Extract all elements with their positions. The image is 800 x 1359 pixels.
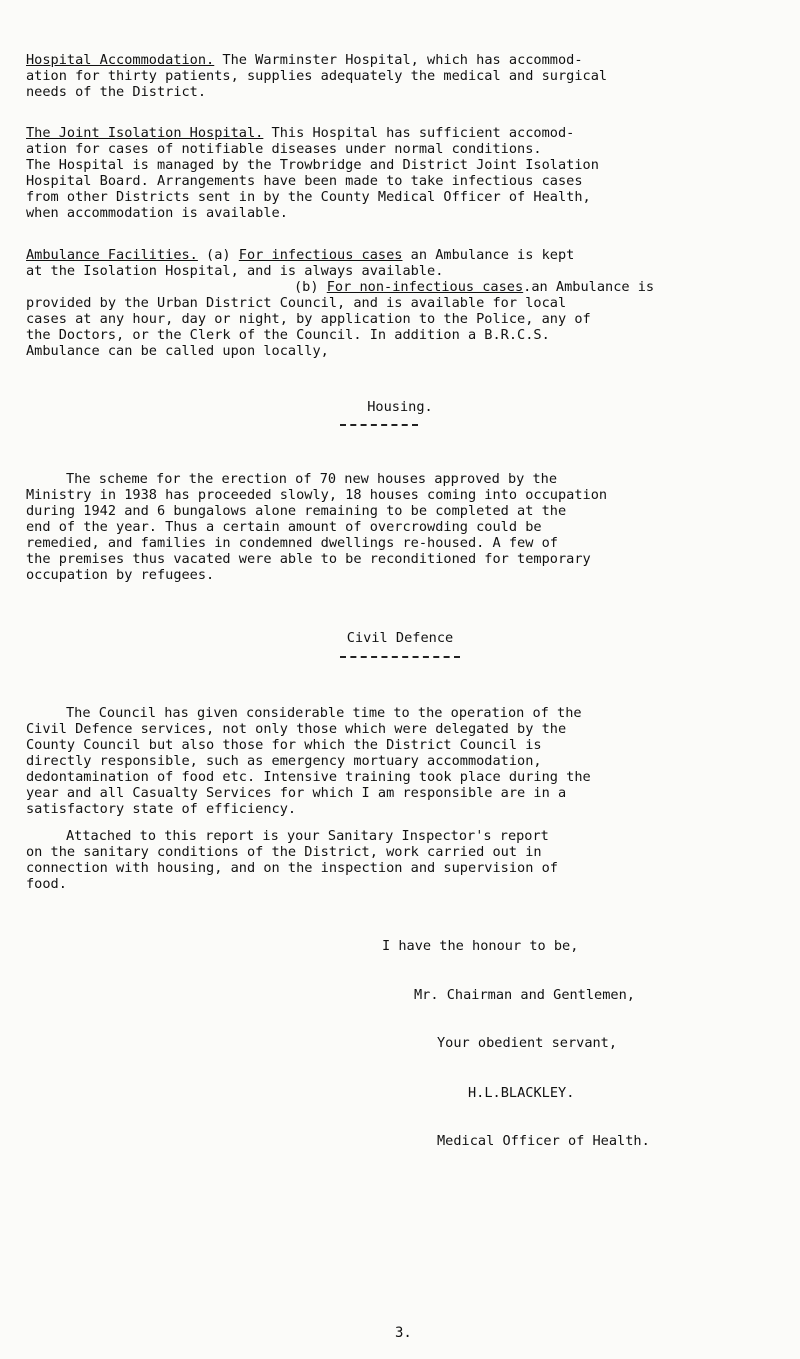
- attached-report-paragraph: [26, 828, 786, 892]
- paragraph-line: [26, 247, 786, 263]
- paragraph-line: The scheme for the erection of 70 new houses approved by the: [66, 471, 558, 487]
- paragraph-line: Civil Defence services, not only those which were delegated by the: [26, 721, 567, 737]
- housing-paragraph: [26, 471, 786, 583]
- paragraph-line: directly responsible, such as emergency mortuary accommodation,: [26, 753, 542, 769]
- paragraph-line: provided by the Urban District Council, and is available for local: [26, 295, 567, 311]
- closing-address: Mr. Chairman and Gentlemen,: [414, 987, 635, 1003]
- section-heading-hospital: Hospital Accommodation.: [26, 52, 215, 68]
- paragraph-line: ation for cases of notifiable diseases under normal conditions.: [26, 141, 542, 157]
- page-number: 3.: [395, 1325, 412, 1341]
- item-label-b: (b): [294, 279, 327, 295]
- signature-title: Medical Officer of Health.: [437, 1133, 650, 1149]
- text-line: The Warminster Hospital, which has accommod-: [214, 52, 583, 68]
- paragraph-line: satisfactory state of efficiency.: [26, 801, 297, 817]
- section-heading-ambulance: Ambulance Facilities.: [26, 247, 198, 263]
- paragraph-line: The Hospital is managed by the Trowbridge and District Joint Isolation: [26, 157, 599, 173]
- signature-name: H.L.BLACKLEY.: [468, 1085, 575, 1101]
- paragraph-line: occupation by refugees.: [26, 567, 215, 583]
- paragraph-line: the Doctors, or the Clerk of the Council. In addition a B.R.C.S.: [26, 327, 550, 343]
- text-line: This Hospital has sufficient accomod-: [263, 125, 575, 141]
- paragraph-line: dedontamination of food etc. Intensive training took place during the: [26, 769, 591, 785]
- paragraph-line: ation for thirty patients, supplies adequately the medical and surgical: [26, 68, 608, 84]
- paragraph-line: Hospital Board. Arrangements have been made to take infectious cases: [26, 173, 583, 189]
- paragraph-line: food.: [26, 876, 67, 892]
- text-line: .an Ambulance is: [523, 279, 655, 295]
- paragraph-line: [26, 52, 786, 68]
- paragraph-line: from other Districts sent in by the County Medical Officer of Health,: [26, 189, 591, 205]
- paragraph-line: County Council but also those for which the District Council is: [26, 737, 542, 753]
- paragraph-line: Attached to this report is your Sanitary Inspector's report: [66, 828, 549, 844]
- paragraph-line: The Council has given considerable time to the operation of the: [66, 705, 582, 721]
- paragraph-line: connection with housing, and on the inspection and supervision of: [26, 860, 558, 876]
- closing-servant: Your obedient servant,: [437, 1035, 618, 1051]
- paragraph-line: [26, 279, 786, 295]
- housing-title: Housing.: [367, 399, 433, 415]
- text-line: an Ambulance is kept: [402, 247, 575, 263]
- isolation-hospital-paragraph: [26, 125, 786, 221]
- paragraph-line: when accommodation is available.: [26, 205, 288, 221]
- paragraph-line: end of the year. Thus a certain amount of overcrowding could be: [26, 519, 542, 535]
- paragraph-line: Ministry in 1938 has proceeded slowly, 18 houses coming into occupation: [26, 487, 608, 503]
- subheading-infectious: For infectious cases: [238, 247, 403, 263]
- subheading-non-infectious: For non-infectious cases: [326, 279, 524, 295]
- paragraph-line: at the Isolation Hospital, and is always available.: [26, 263, 444, 279]
- ambulance-facilities-paragraph: [26, 247, 786, 359]
- paragraph-line: on the sanitary conditions of the District, work carried out in: [26, 844, 542, 860]
- paragraph-line: [26, 125, 786, 141]
- paragraph-line: year and all Casualty Services for which I am responsible are in a: [26, 785, 567, 801]
- paragraph-line: the premises thus vacated were able to be reconditioned for temporary: [26, 551, 591, 567]
- hospital-accommodation-paragraph: [26, 52, 786, 100]
- civil-defence-title-rule: [340, 656, 460, 658]
- housing-title-rule: [340, 424, 418, 426]
- item-label-a: (a): [197, 247, 239, 263]
- paragraph-line: needs of the District.: [26, 84, 207, 100]
- paragraph-line: Ambulance can be called upon locally,: [26, 343, 329, 359]
- paragraph-line: during 1942 and 6 bungalows alone remaining to be completed at the: [26, 503, 567, 519]
- section-heading-isolation: The Joint Isolation Hospital.: [26, 125, 264, 141]
- paragraph-line: cases at any hour, day or night, by application to the Police, any of: [26, 311, 591, 327]
- civil-defence-paragraph: [26, 705, 786, 817]
- paragraph-line: remedied, and families in condemned dwellings re-housed. A few of: [26, 535, 558, 551]
- closing-salutation: I have the honour to be,: [382, 938, 579, 954]
- civil-defence-title: Civil Defence: [346, 630, 454, 646]
